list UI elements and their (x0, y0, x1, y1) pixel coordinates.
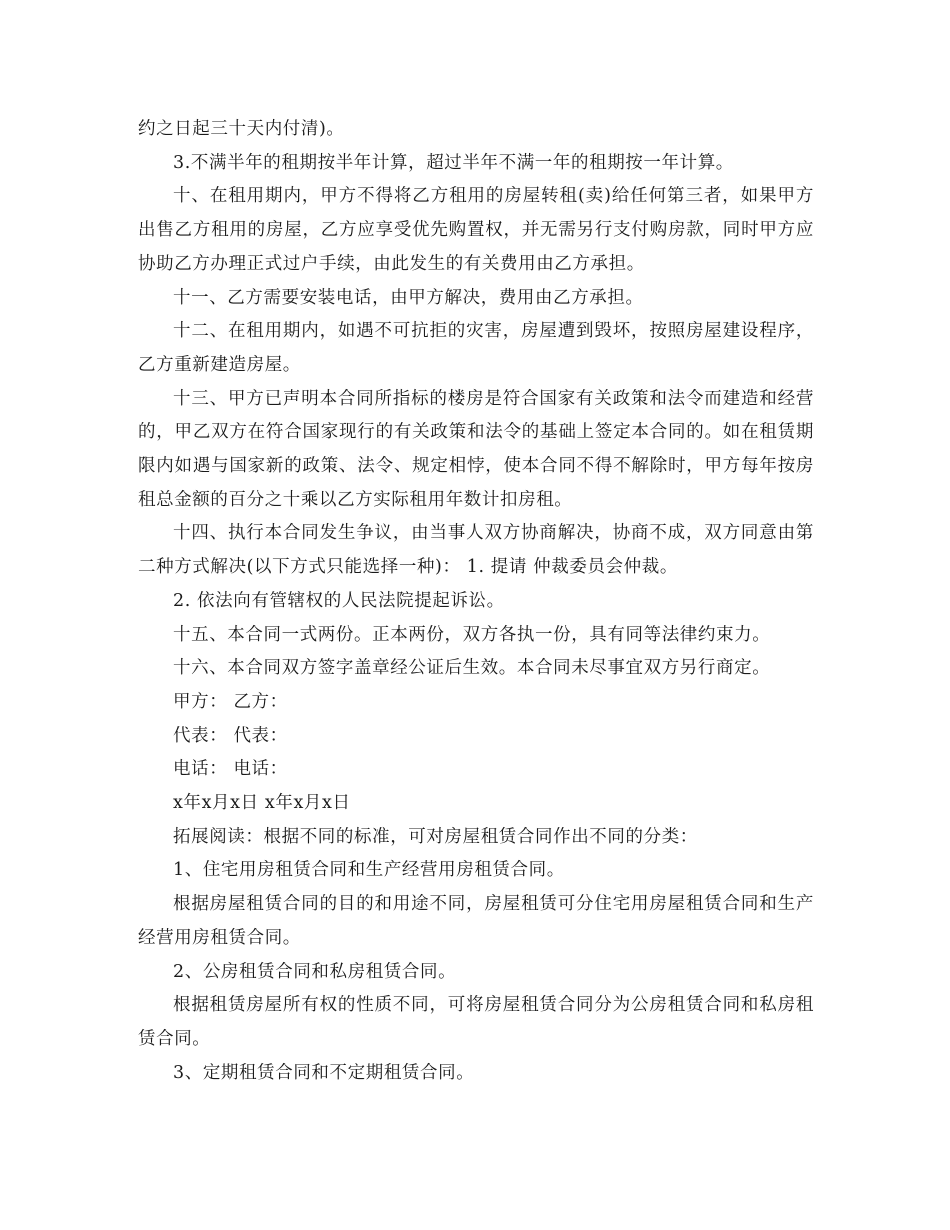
paragraph: 3、定期租赁合同和不定期租赁合同。 (173, 1062, 475, 1083)
paragraph: 十二、在租用期内，如遇不可抗拒的灾害，房屋遭到毁坏，按照房屋建设程序，乙方重新建造房屋。 (138, 321, 814, 375)
paragraph: 根据租赁房屋所有权的性质不同，可将房屋租赁合同分为公房租赁合同和私房租赁合同。 (138, 995, 814, 1049)
paragraph: 十一、乙方需要安装电话，由甲方解决，费用由乙方承担。 (173, 287, 644, 308)
signature-date-line: x年x月x日 x年x月x日 (173, 793, 351, 814)
paragraph: 2. 依法向有管辖权的人民法院提起诉讼。 (173, 590, 505, 611)
paragraph: 十四、执行本合同发生争议，由当事人双方协商解决，协商不成，双方同意由第二种方式解决(以下方式只能选择一种)： 1. 提请 仲裁委员会仲裁。 (138, 523, 814, 578)
paragraph: 1、住宅用房租赁合同和生产经营用房租赁合同。 (173, 860, 565, 881)
document-body (138, 113, 814, 1090)
paragraph: 十五、本合同一式两份。正本两份，双方各执一份，具有同等法律约束力。 (173, 624, 771, 645)
paragraph: 3.不满半年的租期按半年计算，超过半年不满一年的租期按一年计算。 (173, 152, 734, 173)
signature-party-line: 甲方： 乙方： (173, 691, 288, 712)
paragraph: 十三、甲方已声明本合同所指标的楼房是符合国家有关政策和法令而建造和经营的，甲乙双方在符合国家现行的有关政策和法令的基础上签定本合同的。如在租赁期限内如遇与国家新的政策、法令、规定相悖，使本合同不得不解除时，甲方每年按房租总金额的百分之十乘以乙方实际租用年数计扣房租。 (138, 388, 814, 510)
paragraph: 根据房屋租赁合同的目的和用途不同，房屋租赁可分住宅用房屋租赁合同和生产经营用房租赁合同。 (138, 894, 814, 948)
signature-representative-line: 代表： 代表： (173, 725, 288, 746)
signature-phone-line: 电话： 电话： (173, 759, 288, 780)
paragraph: 十六、本合同双方签字盖章经公证后生效。本合同未尽事宜双方另行商定。 (173, 658, 771, 679)
paragraph: 2、公房租赁合同和私房租赁合同。 (173, 961, 457, 982)
paragraph: 十、在租用期内，甲方不得将乙方租用的房屋转租(卖)给任何第三者，如果甲方出售乙方租用的房屋，乙方应享受优先购置权，并无需另行支付购房款，同时甲方应协助乙方办理正式过户手续，由此发生的有关费用由乙方承担。 (138, 186, 814, 274)
paragraph: 约之日起三十天内付清)。 (138, 119, 345, 139)
paragraph: 拓展阅读：根据不同的标准，可对房屋租赁合同作出不同的分类： (173, 826, 698, 847)
